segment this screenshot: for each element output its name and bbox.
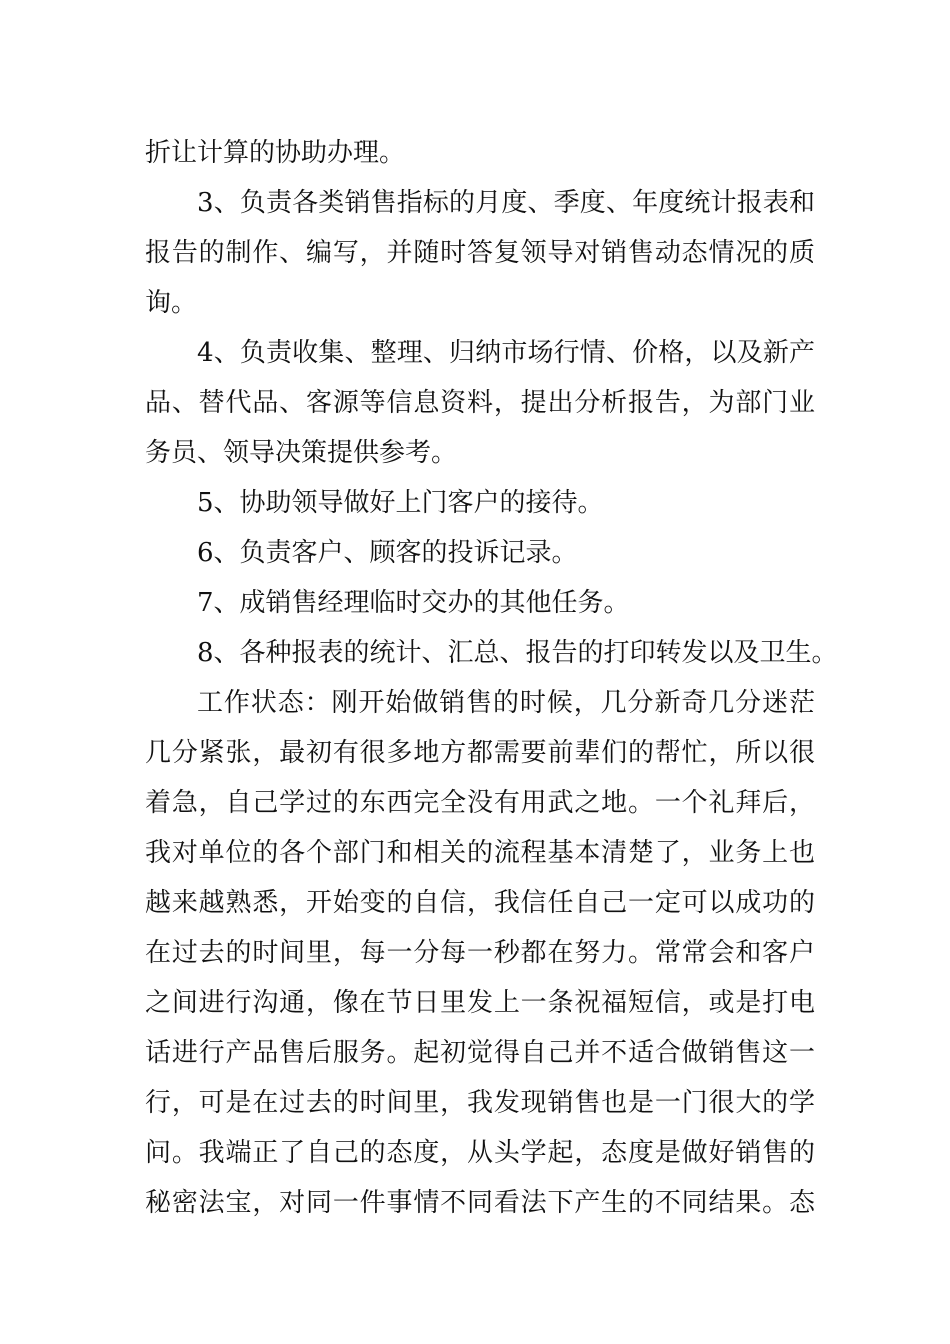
text-line-11: 8、各种报表的统计、汇总、报告的打印转发以及卫生。 xyxy=(197,638,838,668)
text-line-4: 询。 xyxy=(145,288,198,318)
text-line-22: 秘密法宝，对同一件事情不同看法下产生的不同结果。态 xyxy=(145,1188,815,1218)
text-line-20: 行，可是在过去的时间里，我发现销售也是一门很大的学 xyxy=(145,1088,815,1118)
text-line-1: 折让计算的协助办理。 xyxy=(145,138,406,168)
text-line-18: 之间进行沟通，像在节日里发上一条祝福短信，或是打电 xyxy=(145,988,815,1018)
text-line-8: 5、协助领导做好上门客户的接待。 xyxy=(197,488,604,518)
text-line-5: 4、负责收集、整理、归纳市场行情、价格，以及新产 xyxy=(197,338,815,368)
text-line-9: 6、负责客户、顾客的投诉记录。 xyxy=(197,538,578,568)
text-line-13: 几分紧张，最初有很多地方都需要前辈们的帮忙，所以很 xyxy=(145,738,815,768)
text-line-14: 着急，自己学过的东西完全没有用武之地。一个礼拜后， xyxy=(145,788,815,818)
text-line-12: 工作状态：刚开始做销售的时候，几分新奇几分迷茫 xyxy=(197,688,815,718)
text-line-7: 务员、领导决策提供参考。 xyxy=(145,438,458,468)
text-line-21: 问。我端正了自己的态度，从头学起，态度是做好销售的 xyxy=(145,1138,815,1168)
text-line-16: 越来越熟悉，开始变的自信，我信任自己一定可以成功的 xyxy=(145,888,815,918)
document-body xyxy=(145,128,838,1228)
text-line-19: 话进行产品售后服务。起初觉得自己并不适合做销售这一 xyxy=(145,1038,815,1068)
text-line-10: 7、成销售经理临时交办的其他任务。 xyxy=(197,588,630,618)
text-line-6: 品、替代品、客源等信息资料，提出分析报告，为部门业 xyxy=(145,388,815,418)
text-line-3: 报告的制作、编写，并随时答复领导对销售动态情况的质 xyxy=(145,238,815,268)
text-line-15: 我对单位的各个部门和相关的流程基本清楚了，业务上也 xyxy=(145,838,815,868)
text-line-2: 3、负责各类销售指标的月度、季度、年度统计报表和 xyxy=(197,188,815,218)
text-line-17: 在过去的时间里，每一分每一秒都在努力。常常会和客户 xyxy=(145,938,815,968)
